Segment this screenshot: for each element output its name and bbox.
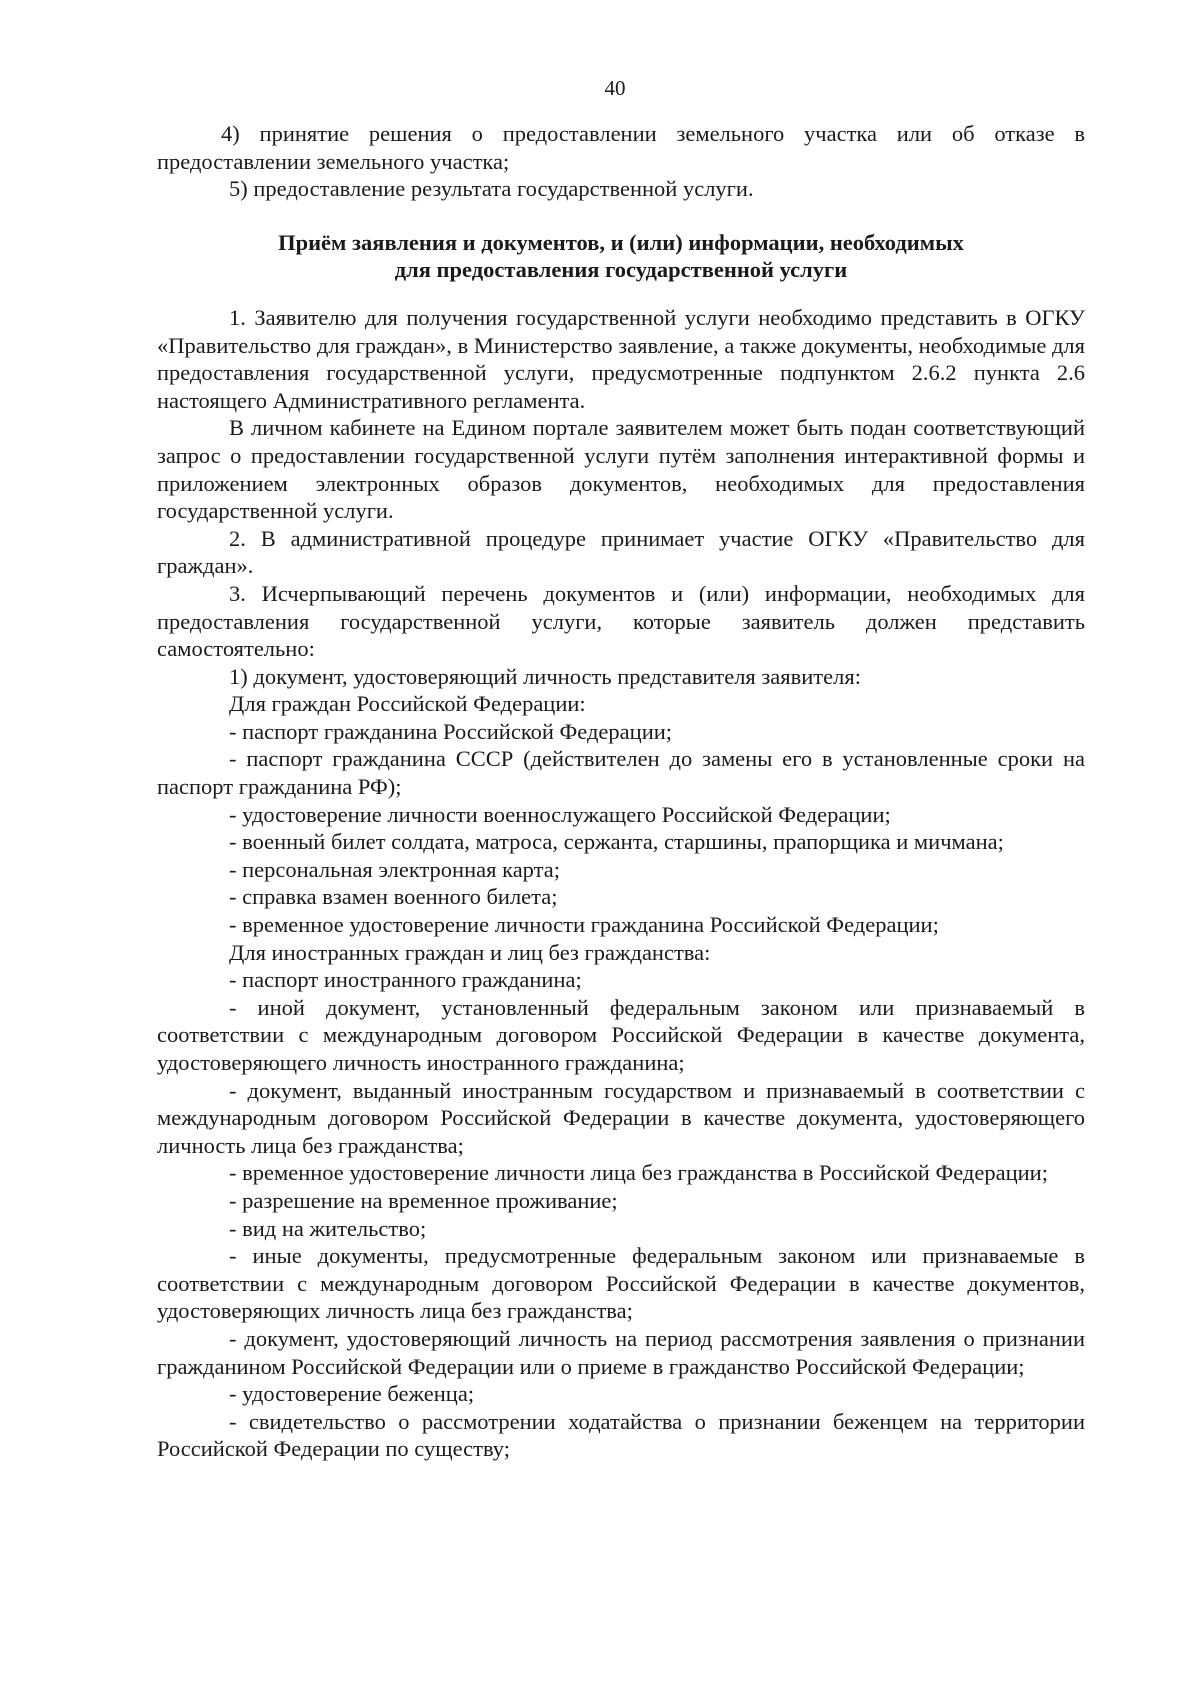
paragraph: 5) предоставление результата государственной услуги. bbox=[229, 176, 754, 202]
list-item: - удостоверение беженца; bbox=[229, 1381, 475, 1407]
list-item: - персональная электронная карта; bbox=[229, 856, 560, 882]
list-item: - свидетельство о рассмотрении ходатайства о признании беженцем на территории Российской Федерации по существу; bbox=[157, 1408, 1085, 1462]
paragraph: 4) принятие решения о предоставлении земельного участка или об отказе в предоставлении земельного участка; bbox=[157, 121, 1085, 174]
list-item: - временное удостоверение личности лица без гражданства в Российской Федерации; bbox=[229, 1160, 1048, 1186]
list-item: - паспорт иностранного гражданина; bbox=[229, 967, 582, 993]
list-item: - иной документ, установленный федеральным законом или признаваемый в соответствии с международным договором Российской Федерации в качестве документа, удостоверяющего личность иностранного гражданина; bbox=[157, 994, 1085, 1075]
document-body bbox=[157, 120, 1085, 1463]
list-item: - вид на жительство; bbox=[229, 1215, 427, 1241]
list-item: - удостоверение личности военнослужащего Российской Федерации; bbox=[229, 801, 891, 827]
list-item: - паспорт гражданина СССР (действителен до замены его в установленные сроки на паспорт гражданина РФ); bbox=[157, 746, 1085, 800]
paragraph: 2. В административной процедуре принимает участие ОГКУ «Правительство для граждан». bbox=[157, 525, 1085, 579]
list-item: - разрешение на временное проживание; bbox=[229, 1187, 618, 1213]
list-item: - документ, удостоверяющий личность на период рассмотрения заявления о признании гражданином Российской Федерации или о приеме в гражданство Российской Федерации; bbox=[157, 1325, 1085, 1379]
section-heading-line: для предоставления государственной услуги bbox=[394, 257, 848, 283]
list-item: - временное удостоверение личности гражданина Российской Федерации; bbox=[229, 912, 939, 938]
paragraph: 1) документ, удостоверяющий личность представителя заявителя: bbox=[229, 663, 861, 689]
list-item: - паспорт гражданина Российской Федерации; bbox=[229, 718, 673, 744]
paragraph: 1. Заявителю для получения государственной услуги необходимо представить в ОГКУ «Правительство для граждан», в Министерство заявление, а также документы, необходимые для предоставления государственной услуги, предусмотренные подпунктом 2.6.2 пункта 2.6 настоящего Административного регламента. bbox=[157, 304, 1085, 413]
paragraph: Для граждан Российской Федерации: bbox=[229, 691, 586, 717]
list-item: - документ, выданный иностранным государством и признаваемый в соответствии с международным договором Российской Федерации в качестве документа, удостоверяющего личность лица без гражданства; bbox=[157, 1077, 1085, 1158]
page-number: 40 bbox=[604, 76, 626, 100]
paragraph: Для иностранных граждан и лиц без гражданства: bbox=[229, 939, 711, 965]
section-heading-line: Приём заявления и документов, и (или) информации, необходимых bbox=[278, 229, 964, 255]
list-item: - справка взамен военного билета; bbox=[229, 884, 558, 910]
paragraph: 3. Исчерпывающий перечень документов и (или) информации, необходимых для предоставления государственной услуги, которые заявитель должен представить самостоятельно: bbox=[157, 580, 1085, 662]
section-heading bbox=[157, 229, 1085, 284]
list-item: - иные документы, предусмотренные федеральным законом или признаваемые в соответствии с международным договором Российской Федерации в качестве документов, удостоверяющих личность лица без гражданства; bbox=[157, 1243, 1085, 1324]
paragraph: В личном кабинете на Едином портале заявителем может быть подан соответствующий запрос о предоставлении государственной услуги путём заполнения интерактивной формы и приложением электронных образов документов, необходимых для предоставления государственной услуги. bbox=[157, 415, 1085, 524]
list-item: - военный билет солдата, матроса, сержанта, старшины, прапорщика и мичмана; bbox=[229, 829, 1004, 855]
